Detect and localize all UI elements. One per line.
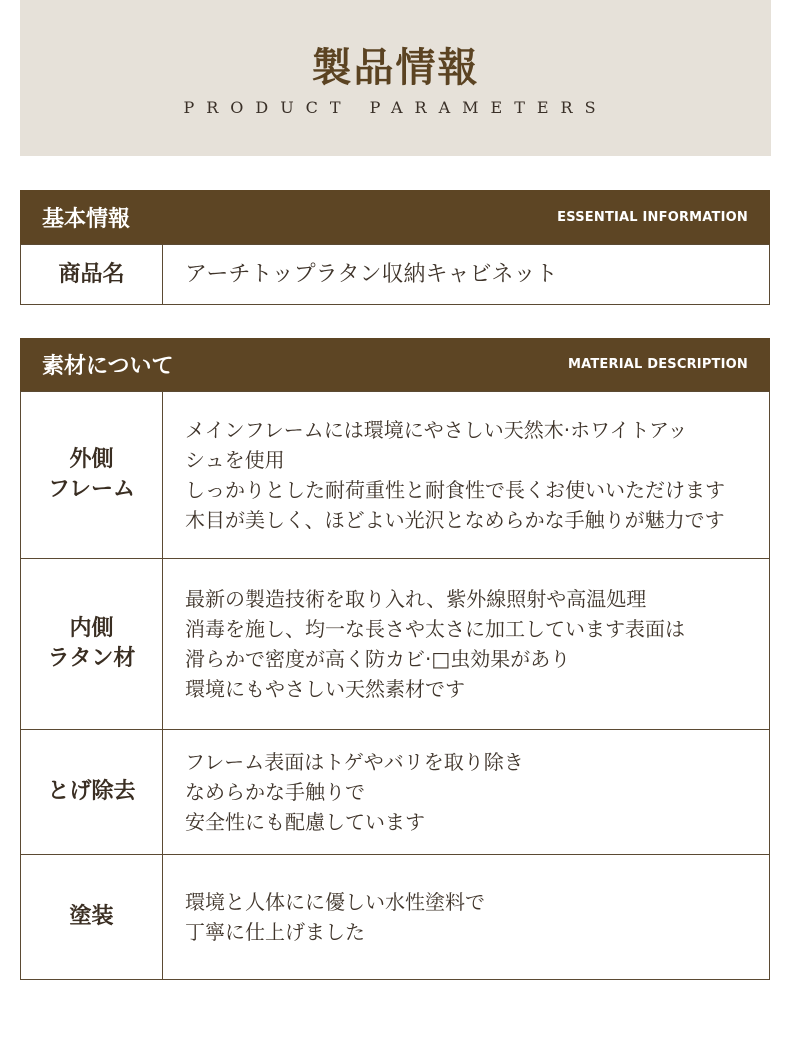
row-label — [21, 855, 163, 980]
material-table — [20, 391, 770, 980]
row-value-line: 消毒を施し、均一な長さや太さに加工しています表面は — [185, 617, 685, 641]
table-row — [21, 855, 770, 980]
material-title: 素材について — [42, 354, 174, 379]
table-row — [21, 392, 770, 559]
row-value-line: しっかりとした耐荷重性と耐食性で長くお使いいただけます — [185, 478, 725, 502]
basic-info-title-en: ESSENTIAL INFORMATION — [557, 209, 748, 225]
basic-info-section — [20, 190, 770, 305]
row-value-line: 環境にもやさしい天然素材です — [185, 677, 465, 701]
row-label-line: 内側 — [69, 616, 114, 641]
row-value-line: 環境と人体にに優しい水性塗料で — [185, 890, 485, 914]
row-label-line: 商品名 — [58, 261, 125, 287]
row-label-line: フレーム — [47, 477, 136, 502]
row-label-line: 塗装 — [69, 904, 114, 929]
row-value — [163, 559, 770, 730]
basic-info-table — [20, 244, 770, 305]
row-label-line: 外側 — [69, 447, 114, 472]
row-label-line: ラタン材 — [47, 646, 136, 671]
row-label-line: とげ除去 — [47, 779, 136, 804]
material-header — [20, 338, 770, 391]
basic-info-header — [20, 190, 770, 244]
row-value — [163, 855, 770, 980]
row-value-line: アーチトップラタン収納キャビネット — [185, 261, 558, 287]
row-value-line: なめらかな手触りで — [185, 780, 365, 804]
basic-info-title: 基本情報 — [42, 206, 131, 232]
row-label — [21, 392, 163, 559]
row-value-line: シュを使用 — [185, 448, 285, 472]
material-title-en: MATERIAL DESCRIPTION — [567, 357, 748, 372]
row-value-line: 滑らかで密度が高く防カビ·□虫効果があり — [185, 647, 571, 671]
row-value — [163, 730, 770, 855]
page-subtitle: PRODUCT PARAMETERS — [183, 98, 608, 117]
row-label — [21, 559, 163, 730]
material-section — [20, 338, 770, 980]
row-value-line: 丁寧に仕上げました — [185, 920, 365, 944]
row-value — [163, 245, 770, 305]
row-value-line: メインフレームには環境にやさしい天然木·ホワイトアッ — [185, 418, 688, 442]
header-banner — [20, 0, 771, 156]
row-label — [21, 245, 163, 305]
row-value-line: 最新の製造技術を取り入れ、紫外線照射や高温処理 — [185, 587, 647, 611]
row-value-line: 木目が美しく、ほどよい光沢となめらかな手触りが魅力です — [185, 508, 725, 532]
page-title: 製品情報 — [311, 45, 480, 91]
table-row — [21, 245, 770, 305]
row-value-line: フレーム表面はトゲやバリを取り除き — [185, 750, 524, 774]
table-row — [21, 730, 770, 855]
row-value — [163, 392, 770, 559]
table-row — [21, 559, 770, 730]
row-label — [21, 730, 163, 855]
row-value-line: 安全性にも配慮しています — [185, 810, 425, 834]
